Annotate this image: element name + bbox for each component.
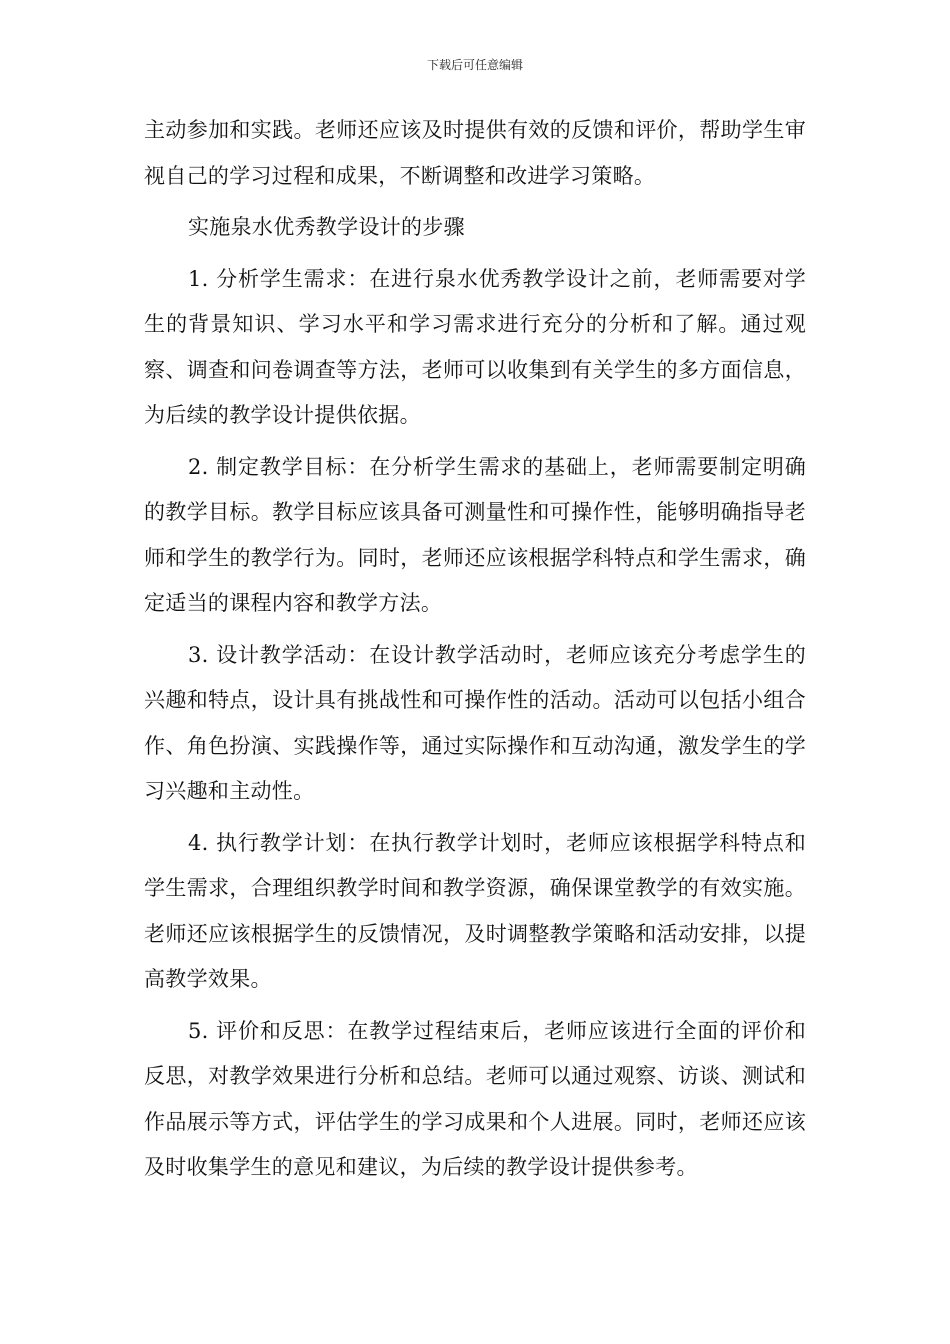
section-heading: 实施泉水优秀教学设计的步骤 <box>188 215 465 239</box>
header-note: 下载后可任意编辑 <box>426 58 523 72</box>
paragraph-continuation: 主动参加和实践。老师还应该及时提供有效的反馈和评价，帮助学生审视自己的学习过程和成果，不断调整和改进学习策略。 <box>144 118 806 188</box>
document-body <box>144 108 806 1191</box>
step-paragraph-3: 3. 设计教学活动：在设计教学活动时，老师应该充分考虑学生的兴趣和特点，设计具有挑战性和可操作性的活动。活动可以包括小组合作、角色扮演、实践操作等，通过实际操作和互动沟通，激发学生的学习兴趣和主动性。 <box>144 642 806 803</box>
step-paragraph-4: 4. 执行教学计划：在执行教学计划时，老师应该根据学科特点和学生需求，合理组织教学时间和教学资源，确保课堂教学的有效实施。老师还应该根据学生的反馈情况，及时调整教学策略和活动安排，以提高教学效果。 <box>144 830 806 991</box>
step-paragraph-1: 1. 分析学生需求：在进行泉水优秀教学设计之前，老师需要对学生的背景知识、学习水平和学习需求进行充分的分析和了解。通过观察、调查和问卷调查等方法，老师可以收集到有关学生的多方面信息，为后续的教学设计提供依据。 <box>144 266 806 427</box>
step-paragraph-5: 5. 评价和反思：在教学过程结束后，老师应该进行全面的评价和反思，对教学效果进行分析和总结。老师可以通过观察、访谈、测试和作品展示等方式，评估学生的学习成果和个人进展。同时，老师还应该及时收集学生的意见和建议，为后续的教学设计提供参考。 <box>144 1018 806 1179</box>
step-paragraph-2: 2. 制定教学目标：在分析学生需求的基础上，老师需要制定明确的教学目标。教学目标应该具备可测量性和可操作性，能够明确指导老师和学生的教学行为。同时，老师还应该根据学科特点和学生需求，确定适当的课程内容和教学方法。 <box>144 454 806 615</box>
